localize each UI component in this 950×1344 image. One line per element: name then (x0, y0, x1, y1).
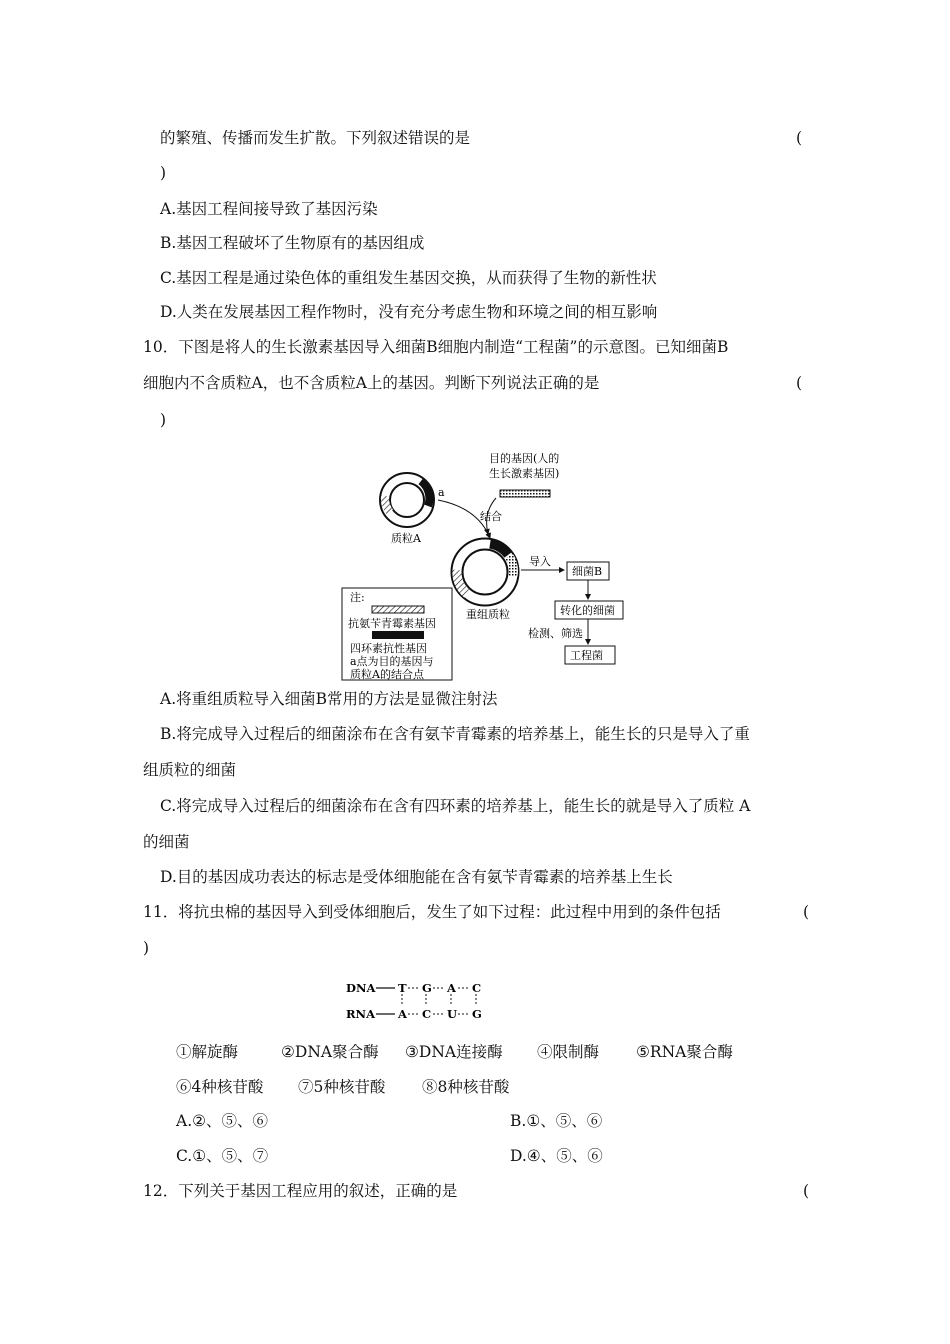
rna-label: RNA (346, 1007, 375, 1021)
q11-choice-c: C.①、⑤、⑦ (176, 1147, 269, 1165)
label-transformed-bacteria: 转化的细菌 (560, 604, 615, 617)
q11-choice-b: B.①、⑤、⑥ (510, 1112, 603, 1130)
label-combine: 结合 (480, 510, 502, 523)
q10-option-b-line-2: 组质粒的细菌 (143, 761, 237, 779)
target-gene-bar (500, 490, 550, 497)
rna-base-3: U (447, 1007, 458, 1021)
label-recombinant-plasmid: 重组质粒 (466, 608, 510, 621)
note-tet-label: 四环素抗性基因 (350, 642, 427, 655)
q11-choice-d: D.④、⑤、⑥ (510, 1147, 603, 1165)
dna-label: DNA (346, 981, 376, 995)
q10-option-c-line-1: C.将完成导入过程后的细菌涂布在含有四环素的培养基上，能生长的就是导入了质粒 A (160, 797, 751, 815)
q9-option-c: C.基因工程是通过染色体的重组发生基因交换，从而获得了生物的新性状 (160, 269, 657, 287)
q11-item-5: ⑤RNA聚合酶 (636, 1043, 733, 1061)
rna-base-4: G (472, 1007, 482, 1021)
label-detect-screen: 检测、筛选 (528, 627, 583, 640)
q10-option-a: A.将重组质粒导入细菌B常用的方法是显微注射法 (160, 690, 498, 708)
q11-choice-a: A.②、⑤、⑥ (176, 1112, 269, 1130)
label-target-gene-2: 生长激素基因) (489, 467, 560, 480)
q9-text-line: 的繁殖、传播而发生扩散。下列叙述错误的是 (160, 129, 471, 147)
q10-option-d: D.目的基因成功表达的标志是受体细胞能在含有氨苄青霉素的培养基上生长 (160, 868, 673, 886)
q11-item-3: ③DNA连接酶 (405, 1043, 503, 1061)
rna-base-1: A (398, 1007, 407, 1021)
q11-item-4: ④限制酶 (537, 1043, 600, 1061)
q9-option-a: A.基因工程间接导致了基因污染 (160, 200, 378, 218)
note-title: 注: (350, 591, 365, 604)
q11-item-7: ⑦5种核苷酸 (298, 1078, 386, 1096)
q11-paren-close: ) (143, 939, 150, 957)
note-amp-symbol (372, 606, 424, 613)
label-import: 导入 (529, 555, 551, 568)
label-bacteria-b: 细菌B (572, 565, 603, 578)
q10-text-line-1: 10．下图是将人的生长激素基因导入细菌B细胞内制造“工程菌”的示意图。已知细菌B (143, 338, 729, 356)
note-tet-symbol (372, 631, 424, 639)
note-a-label-1: a点为目的基因与 (350, 655, 434, 668)
q12-text-line: 12．下列关于基因工程应用的叙述，正确的是 (143, 1182, 458, 1200)
q9-paren-close: ) (160, 164, 167, 182)
q12-paren-open: ( (803, 1182, 810, 1200)
q9-option-b: B.基因工程破坏了生物原有的基因组成 (160, 234, 425, 252)
q10-paren-open: ( (796, 374, 803, 392)
q11-text-line: 11．将抗虫棉的基因导入到受体细胞后，发生了如下过程：此过程中用到的条件包括 (143, 903, 721, 921)
dna-rna-diagram (346, 978, 496, 1026)
dna-base-3: A (447, 981, 456, 995)
recombinant-plasmid-ring (451, 538, 519, 606)
q11-paren-open: ( (803, 903, 810, 921)
q10-paren-close: ) (160, 411, 167, 429)
q9-option-d: D.人类在发展基因工程作物时，没有充分考虑生物和环境之间的相互影响 (160, 303, 658, 321)
dna-base-4: C (472, 981, 482, 995)
rna-base-2: C (422, 1007, 432, 1021)
label-target-gene-1: 目的基因(人的 (489, 452, 560, 465)
label-a: a (438, 486, 445, 499)
label-engineered-bacteria: 工程菌 (570, 649, 603, 662)
q11-item-1: ①解旋酶 (176, 1043, 239, 1061)
plasmid-a-ring (380, 473, 435, 528)
q11-item-8: ⑧8种核苷酸 (422, 1078, 510, 1096)
note-amp-label: 抗氨苄青霉素基因 (348, 617, 436, 630)
q11-item-2: ②DNA聚合酶 (281, 1043, 379, 1061)
dna-base-2: G (422, 981, 432, 995)
q11-item-6: ⑥4种核苷酸 (176, 1078, 264, 1096)
q10-option-c-line-2: 的细菌 (143, 833, 190, 851)
note-a-label-2: 质粒A的结合点 (350, 668, 424, 681)
dna-base-1: T (398, 981, 407, 995)
q10-option-b-line-1: B.将完成导入过程后的细菌涂布在含有氨苄青霉素的培养基上，能生长的只是导入了重 (160, 725, 750, 743)
plasmid-diagram (338, 448, 638, 684)
q9-paren-open: ( (796, 129, 803, 147)
q10-text-line-2: 细胞内不含质粒A，也不含质粒A上的基因。判断下列说法正确的是 (143, 374, 600, 392)
label-plasmid-a: 质粒A (391, 532, 421, 545)
